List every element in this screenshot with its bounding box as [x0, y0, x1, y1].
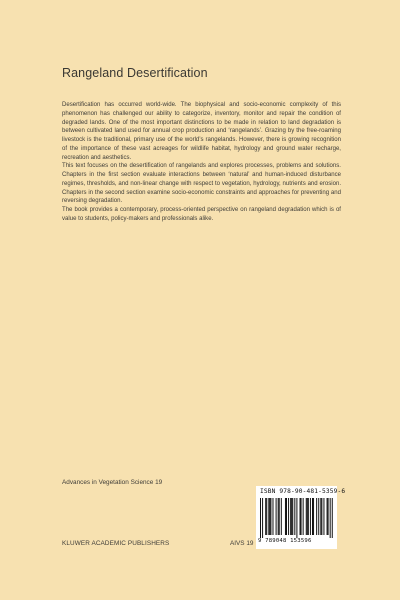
book-title: Rangeland Desertification — [62, 66, 208, 80]
blurb-paragraph-3: The book provides a contemporary, process-oriented perspective on rangeland degradation which is of value to students, policy-makers and professionals alike. — [62, 207, 341, 222]
series-code: AIVS 19 — [230, 540, 254, 547]
blurb — [62, 101, 341, 224]
isbn-text: ISBN 978-90-481-5359-6 — [260, 488, 346, 495]
barcode-icon — [260, 498, 333, 538]
blurb-paragraph-2: This text focuses on the desertification of rangelands and explores processes, problems and solutions. Chapters in the first section evaluate interactions between ‘natural’ and human-induced disturbance regimes, thresholds, and non-linear change with respect to vegetation, hydrology, nutrients and erosion. Chapters in the second section examine socio-economic constraints and approaches for preventing and reversing degradation. — [62, 163, 341, 205]
publisher-name: KLUWER ACADEMIC PUBLISHERS — [62, 540, 170, 547]
barcode-label — [256, 486, 346, 549]
barcode-digits: 9 789048 153596 — [258, 538, 312, 544]
series-name: Advances in Vegetation Science 19 — [62, 479, 163, 486]
blurb-paragraph-1: Desertification has occurred world-wide. The biophysical and socio-economic complexity of this phenomenon has challenged our ability to categorize, inventory, monitor and repair the condition of degraded lands. One of the most important distinctions to be made in relation to land degradation is between cultivated land used for annual crop production and ‘rangelands’. Grazing by the free-roaming livestock is the traditional, primary use of the world’s rangelands. However, there is growing recognition of the importance of these vast acreages for wildlife habitat, hydrology and ground water recharge, recreation and aesthetics. — [62, 102, 341, 161]
